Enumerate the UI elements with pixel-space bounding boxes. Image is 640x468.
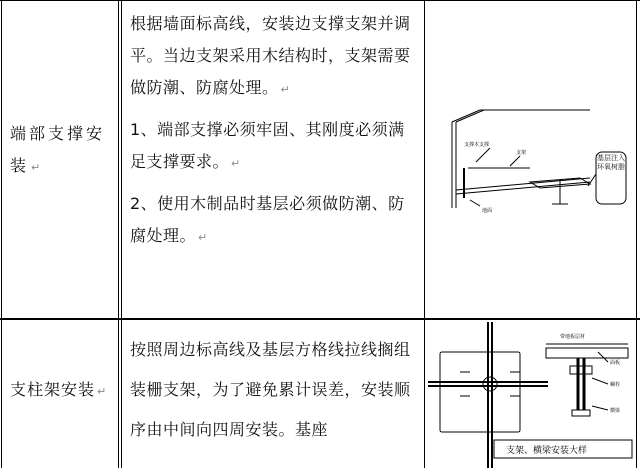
row1-content <box>130 8 420 254</box>
table-right-border <box>636 0 637 468</box>
fig2-tag-top: 带地板层材 <box>560 334 586 340</box>
fig1-callout: 基层注入环氧树脂 <box>597 154 625 171</box>
table-top-border <box>0 0 640 1</box>
row1-paragraph-2: 1、端部支撑必须牢固、其刚度必须满足支撑要求。 ↵ <box>130 120 405 171</box>
table-col-divider-2 <box>424 0 425 468</box>
row1-paragraph-1: 根据墙面标高线，安装边支撑支架并调平。当边支架采用木结构时，支架需要做防潮、防腐处理。 ↵ <box>130 14 411 97</box>
row2-content: 按照周边标高线及基层方格线拉线搁组装栅支架，为了避免累计误差，安装顺序由中间向四周安装。基座 <box>130 340 411 439</box>
fig2-tag-right-1: 面板 <box>610 360 621 366</box>
table-col-divider-1b <box>121 0 122 468</box>
row1-label: 端部支撑安装 ↵ <box>10 124 106 175</box>
fig1-tag-mid: 支架 <box>516 150 527 156</box>
table-row-divider <box>0 318 640 320</box>
end-support-diagram <box>440 108 628 218</box>
table-left-border <box>1 0 2 468</box>
fig2-tag-right-3: 横梁 <box>610 408 621 414</box>
row2-label: 支柱架安装 ↵ <box>10 380 108 399</box>
fig2-tag-right-2: 螺栓 <box>610 382 621 388</box>
pedestal-install-diagram <box>428 322 636 468</box>
fig1-tag-bottom: 地面 <box>482 208 493 214</box>
fig1-tag-left: 支撑木支撑 <box>464 142 490 148</box>
fig2-caption: 支架、横梁安装大样 <box>506 446 588 456</box>
table-col-divider-1 <box>118 0 119 468</box>
row1-paragraph-3: 2、使用木制品时基层必须做防潮、防腐处理。 ↵ <box>130 194 405 245</box>
